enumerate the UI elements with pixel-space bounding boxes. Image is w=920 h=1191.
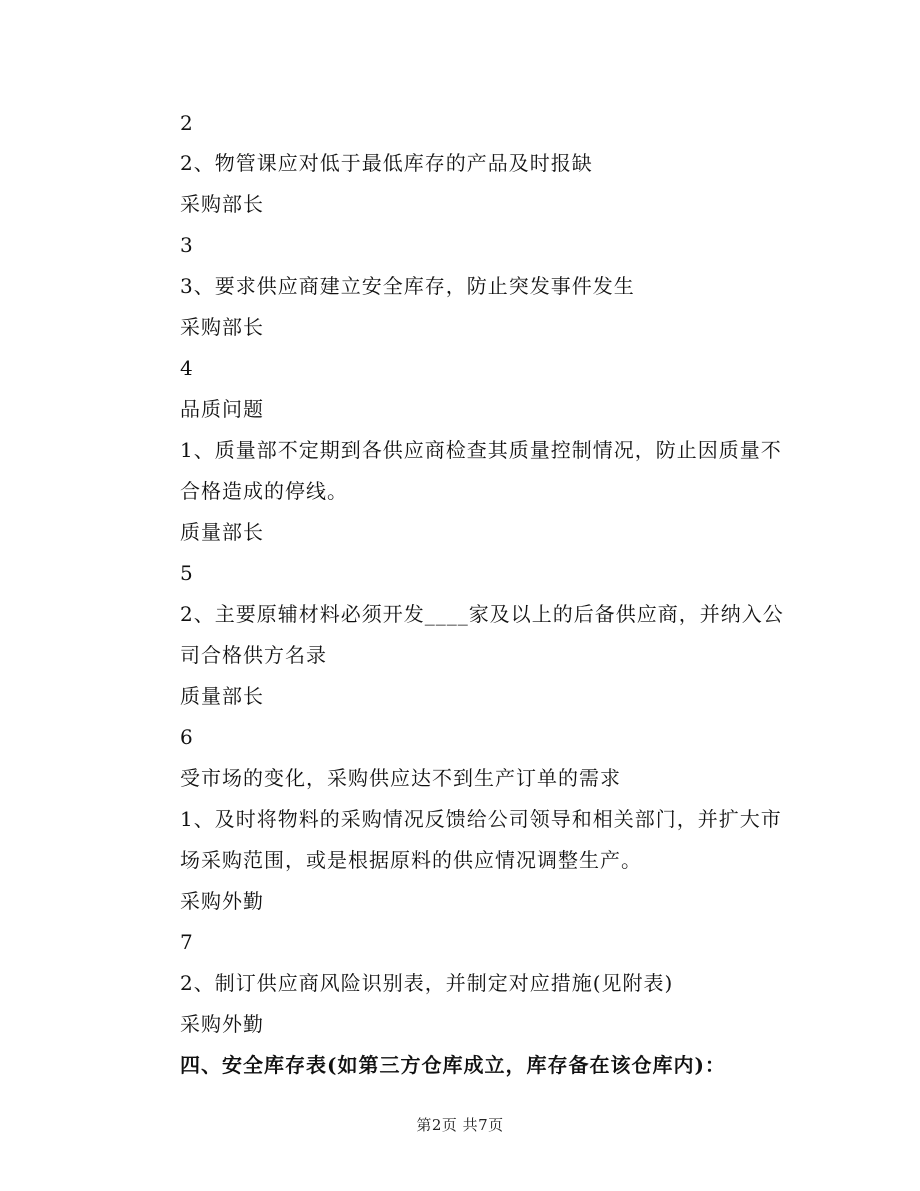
- responsible-person: 采购部长: [180, 315, 264, 339]
- row-number-5: 5: [180, 561, 194, 585]
- measure-line: 1、质量部不定期到各供应商检查其质量控制情况，防止因质量不: [180, 438, 782, 462]
- risk-category: 受市场的变化，采购供应达不到生产订单的需求: [180, 766, 621, 790]
- measure-line: 3、要求供应商建立安全库存，防止突发事件发生: [180, 274, 635, 298]
- row-number-2: 2: [180, 111, 194, 135]
- row-number-7: 7: [180, 930, 194, 954]
- measure-line-continued: 司合格供方名录: [180, 643, 327, 667]
- measure-line: 2、制订供应商风险识别表，并制定对应措施(见附表): [180, 971, 674, 995]
- row-number-6: 6: [180, 725, 194, 749]
- measure-line-continued: 场采购范围，或是根据原料的供应情况调整生产。: [180, 848, 642, 872]
- page-footer: 第2页 共7页: [416, 1116, 504, 1134]
- row-number-4: 4: [180, 356, 194, 380]
- responsible-person: 采购外勤: [180, 889, 264, 913]
- measure-line-continued: 合格造成的停线。: [180, 479, 348, 503]
- risk-category: 品质问题: [180, 397, 264, 421]
- responsible-person: 采购外勤: [180, 1012, 264, 1036]
- row-number-3: 3: [180, 233, 194, 257]
- measure-line: 2、主要原辅材料必须开发____家及以上的后备供应商，并纳入公: [180, 602, 784, 626]
- responsible-person: 采购部长: [180, 192, 264, 216]
- measure-line: 1、及时将物料的采购情况反馈给公司领导和相关部门，并扩大市: [180, 807, 782, 831]
- responsible-person: 质量部长: [180, 684, 264, 708]
- section-heading: 四、安全库存表(如第三方仓库成立，库存备在该仓库内)：: [180, 1053, 726, 1077]
- responsible-person: 质量部长: [180, 520, 264, 544]
- measure-line: 2、物管课应对低于最低库存的产品及时报缺: [180, 151, 593, 175]
